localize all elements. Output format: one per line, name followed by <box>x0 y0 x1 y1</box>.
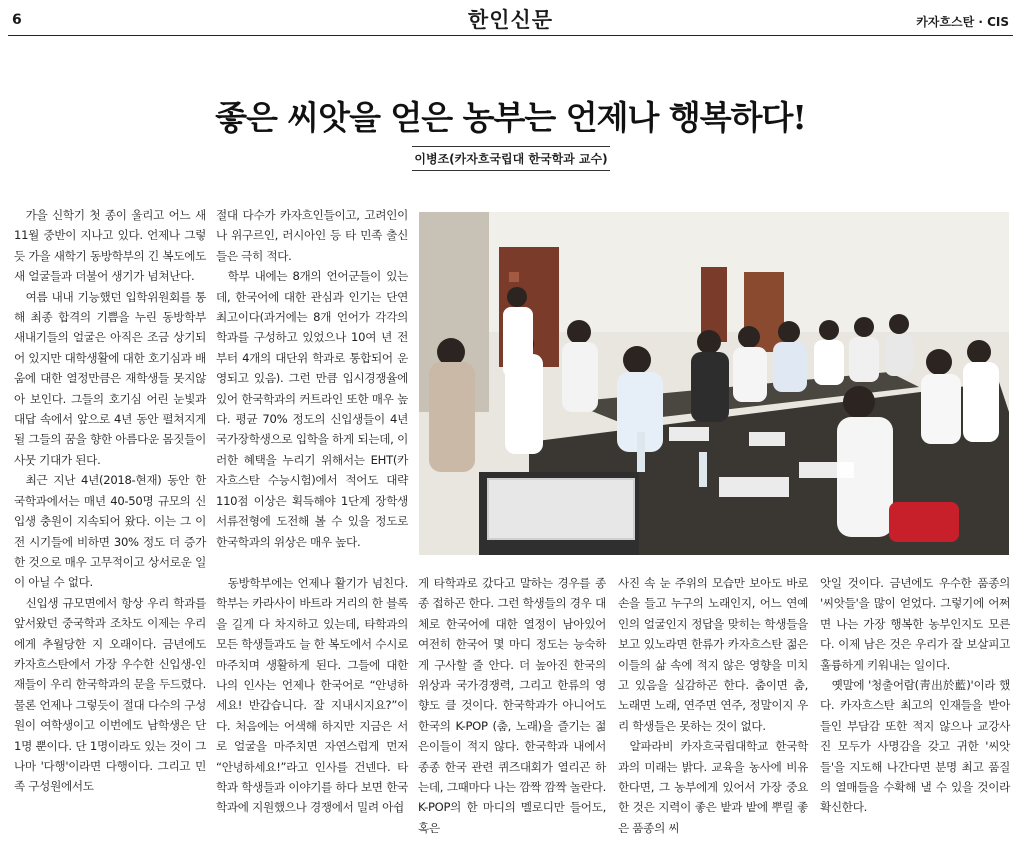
paragraph: 최근 지난 4년(2018-현재) 동안 한국학과에서는 매년 40-50명 규모의 신입생 충원이 지속되어 왔다. 이는 그 이전 시기들에 비하면 30% 정도 더 증가한 것으로 매우 고무적이고 상서로운 일이 아닐 수 없다. <box>14 473 206 590</box>
article-column-2-bottom <box>216 573 408 818</box>
paragraph: 게 타학과로 갔다고 말하는 경우를 종종 접하곤 한다. 그런 학생들의 경우 대체로 한국어에 대한 열정이 남아있어 여전히 한국어 몇 마디 정도는 능숙하게 구사할 줄 안다. 더 높아진 한국의 위상과 국가경쟁력, 그리고 한류의 영향도 클 것이다. 한국학과가 아니어도 한국의 K-POP (춤, 노래)을 즐기는 젊은이들이 적지 않다. 한국학과 내에서 종종 한국 관련 퀴즈대회가 열리곤 하는데, 그때마다 나는 깜짝 깜짝 놀란다. K-POP의 한 마디의 멜로디만 들어도, 혹은 <box>418 576 606 835</box>
article-column-3 <box>418 573 606 838</box>
page-header <box>0 0 1021 38</box>
paragraph: 사진 속 눈 주위의 모습만 보아도 바로 손을 들고 누구의 노래인지, 어느 연예인의 얼굴인지 정답을 맞히는 학생들을 보고 있노라면 한류가 카자흐스탄 젊은이들의 삶 속에 적지 않은 영향을 미치고 있음을 실감하곤 한다. 춤이면 춤, 노래면 노래, 연주면 연주, 정말이지 우리 학생들은 못하는 것이 없다. <box>618 576 808 733</box>
article-photo <box>419 212 1009 555</box>
paragraph: 절대 다수가 카자흐인들이고, 고려인이나 위구르인, 러시아인 등 타 민족 출신들은 극히 적다. <box>216 208 408 263</box>
paragraph: 동방학부에는 언제나 활기가 넘친다. 학부는 카라사이 바트라 거리의 한 블록을 길게 다 차지하고 있는데, 타학과의 모든 학생들과도 늘 한 복도에서 수시로 마주치며 생활하게 된다. 그들에 대한 나의 인사는 언제나 한국어로 “안녕하세요! 반갑습니다. 잘 지내시지요?”이다. 처음에는 어색해 하지만 지금은 서로 얼굴을 마주치면 자연스럽게 먼저 “안녕하세요!”라고 인사를 건넨다. 타학과 학생들과 이야기를 하다 보면 한국학과에 지원했으나 경쟁에서 밀려 아쉽 <box>216 576 408 815</box>
paragraph: 앗일 것이다. 금년에도 우수한 품종의 '씨앗들'을 많이 얻었다. 그렇기에 어쩌면 나는 가장 행복한 농부인지도 모른다. 이제 남은 것은 우리가 잘 보살피고 훌륭하게 키워내는 일이다. <box>820 576 1010 672</box>
article-column-5 <box>820 573 1010 818</box>
newspaper-name: 한인신문 <box>467 7 554 32</box>
header-divider <box>8 35 1013 36</box>
paragraph: 알파라비 카자흐국립대학교 한국학과의 미래는 밝다. 교육을 농사에 비유한다면, 그 농부에게 있어서 가장 중요한 것은 지력이 좋은 밭과 밭에 뿌릴 좋은 품종의 씨 <box>618 739 808 835</box>
section-label: 카자흐스탄 · CIS <box>916 15 1009 29</box>
paragraph: 학부 내에는 8개의 언어군들이 있는데, 한국어에 대한 관심과 인기는 단연 최고이다(과거에는 8개 언어가 각각의 학과를 구성하고 있었으나 10여 년 전부터 4개의 대단위 학과로 통합되어 운영되고 있음). 그런 만큼 입시경쟁율에 있어 한국학과의 커트라인 또한 매우 높다. 평균 70% 정도의 신입생들이 4년 국가장학생으로 입학을 하게 되는데, 이러한 혜택을 누리기 위해서는 ЕНТ(카자흐스탄 수능시험)에서 적어도 대략 110점 이상은 획득해야 1단계 장학생 서류전형에 도전해 볼 수 있을 정도로 한국학과의 위상은 매우 높다. <box>216 269 408 549</box>
paragraph: 신입생 규모면에서 항상 우리 학과를 앞서왔던 중국학과 조차도 이제는 우리에게 추월당한 지 오래이다. 금년에도 카자흐스탄에서 가장 우수한 신입생-인재들이 우리 한국학과의 문을 두드렸다. 물론 언제나 그렇듯이 절대 다수의 구성원이 여학생이고 이번에도 남학생은 단 1명 뿐이다. 단 1명이라도 있는 것이 그나마 '다행'이라면 다행이다. 그리고 민족 구성원에서도 <box>14 595 206 794</box>
article-column-1 <box>14 205 206 797</box>
article-column-2-top <box>216 205 408 552</box>
article-column-4 <box>618 573 808 838</box>
article-byline: 이병조(카자흐국립대 한국학과 교수) <box>412 146 610 171</box>
article-headline: 좋은 씨앗을 얻은 농부는 언제나 행복하다! <box>215 98 806 137</box>
page-number: 6 <box>12 12 22 28</box>
paragraph: 옛말에 '청출어람(靑出於藍)'이라 했다. 카자흐스탄 최고의 인재들을 받아들인 부담감 또한 적지 않으나 교강사진 모두가 사명감을 갖고 귀한 '씨앗들'을 지도해 나간다면 분명 최고 품질의 열매들을 수확해 낼 수 있을 것이라 확신한다. <box>820 678 1010 815</box>
classroom-photo <box>419 212 1009 555</box>
paragraph: 가을 신학기 첫 종이 울리고 어느 새 11월 중반이 지나고 있다. 언제나 그렇듯 가을 새학기 동방학부의 긴 복도에도 새 얼굴들과 더불어 생기가 넘쳐난다. <box>14 208 206 284</box>
paragraph: 여름 내내 기능했던 입학위원회를 통해 최종 합격의 기쁨을 누린 동방학부 새내기들의 얼굴은 아직은 조금 상기되어 있지만 대학생활에 대한 호기심과 배움에 대한 열정만큼은 재학생들 못지않아 보인다. 그들의 호기심 어린 눈빛과 대답 속에서 앞으로 4년 동안 펼쳐지게 될 그들의 꿈을 향한 아름다운 몸짓들이 사뭇 기대가 된다. <box>14 289 206 467</box>
